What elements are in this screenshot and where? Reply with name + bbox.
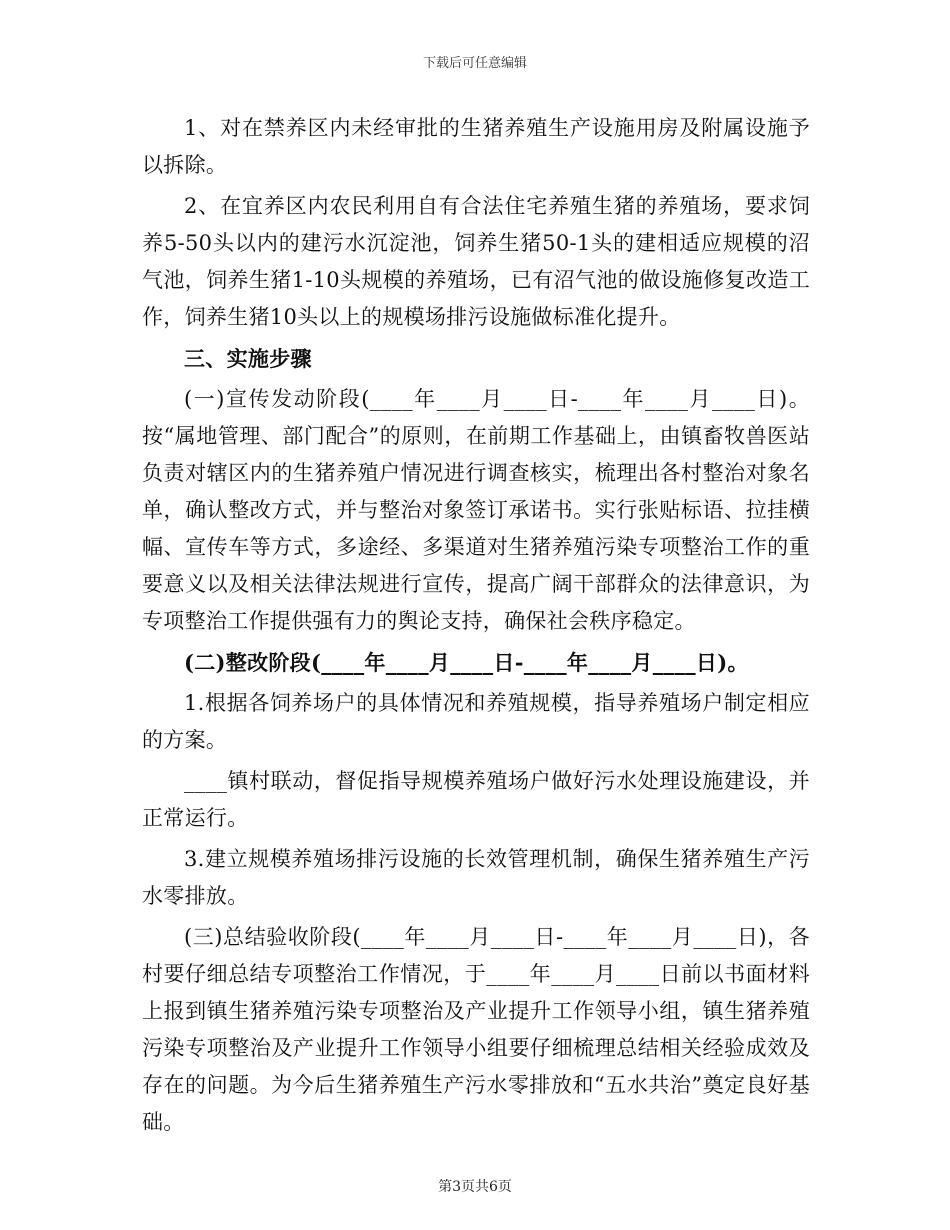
paragraph-stage-2-item-3: 3.建立规模养殖场排污设施的长效管理机制，确保生猪养殖生产污水零排放。 bbox=[142, 847, 810, 908]
paragraph-item-2: 2、在宜养区内农民利用自有合法住宅养殖生猪的养殖场，要求饲养5-50头以内的建污水沉淀池，饲养生猪50-1头的建相适应规模的沼气池，饲养生猪1-10头规模的养殖场，已有沼气池的做设施修复改造工作，饲养生猪10头以上的规模场排污设施做标准化提升。 bbox=[142, 194, 810, 329]
paragraph-stage-2-title: (二)整改阶段(____年____月____日-____年____月____日)。 bbox=[184, 650, 749, 675]
paragraph-stage-3: (三)总结验收阶段(____年____月____日-____年____月____日)，各村要仔细总结专项整治工作情况，于____年____月____日前以书面材料上报到镇生猪养殖污染专项整治及产业提升工作领导小组，镇生猪养殖污染专项整治及产业提升工作领导小组要仔细梳理总结相关经验成效及存在的问题。为今后生猪养殖生产污水零排放和“五水共治”奠定良好基础。 bbox=[142, 925, 810, 1134]
paragraph-stage-2-item-2: ____镇村联动，督促指导规模养殖场户做好污水处理设施建设，并正常运行。 bbox=[142, 769, 810, 830]
document-body bbox=[142, 110, 810, 1145]
page-header: 下载后可任意编辑 bbox=[422, 56, 527, 71]
page-footer: 第3页共6页 bbox=[438, 1179, 512, 1195]
paragraph-item-1: 1、对在禁养区内未经审批的生猪养殖生产设施用房及附属设施予以拆除。 bbox=[142, 116, 810, 177]
paragraph-stage-2-item-1: 1.根据各饲养场户的具体情况和养殖规模，指导养殖场户制定相应的方案。 bbox=[142, 691, 810, 752]
paragraph-stage-1: (一)宣传发动阶段(____年____月____日-____年____月____日)。按“属地管理、部门配合”的原则，在前期工作基础上，由镇畜牧兽医站负责对辖区内的生猪养殖户情况进行调查核实，梳理出各村整治对象名单，确认整改方式，并与整治对象签订承诺书。实行张贴标语、拉挂横幅、宣传车等方式，多途经、多渠道对生猪养殖污染专项整治工作的重要意义以及相关法律法规进行宣传，提高广阔干部群众的法律意识，为专项整治工作提供强有力的舆论支持，确保社会秩序稳定。 bbox=[142, 387, 810, 633]
section-heading-implementation-steps: 三、实施步骤 bbox=[184, 346, 312, 371]
